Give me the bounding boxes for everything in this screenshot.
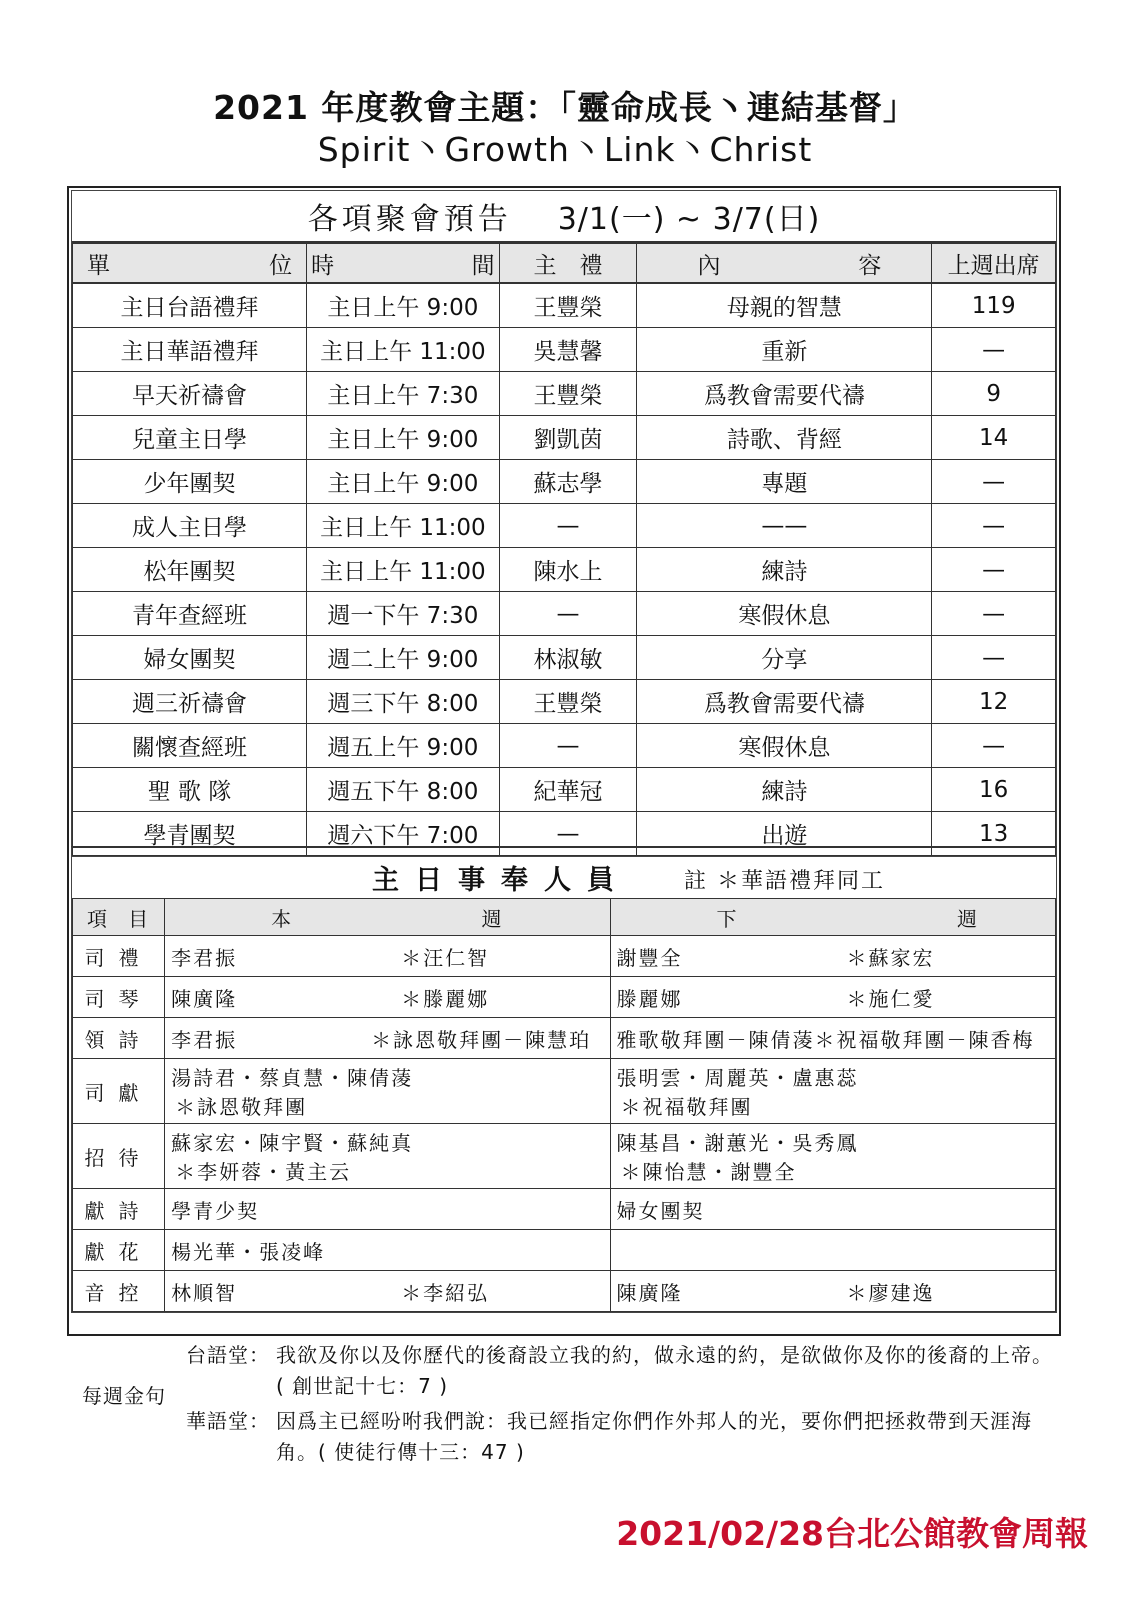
service-row xyxy=(73,1271,1056,1312)
col-unit: 單 位 xyxy=(73,244,307,284)
verse-taiwanese: 台語堂： 我欲及你以及你歷代的後裔設立我的約，做永遠的約，是欲做你及你的後裔的上帝。( 創世記十七：7 ) xyxy=(186,1343,1053,1398)
meeting-time: 主日上午 11:00 xyxy=(307,548,500,592)
service-row xyxy=(73,1189,1056,1230)
service-row xyxy=(73,1018,1056,1059)
meeting-host: — xyxy=(499,812,637,856)
meeting-row xyxy=(73,592,1056,636)
meeting-content: 寒假休息 xyxy=(637,724,932,768)
service-name-primary: 李君振 xyxy=(171,945,238,970)
meeting-content: 爲教會需要代禱 xyxy=(637,680,932,724)
service-title: 主日事奉人員 xyxy=(372,865,630,896)
meeting-host: 王豐榮 xyxy=(499,680,637,724)
service-row xyxy=(73,1230,1056,1271)
meeting-time: 週二上午 9:00 xyxy=(307,636,500,680)
service-name-secondary: ＊祝福敬拜團－陳香梅 xyxy=(814,1027,1035,1052)
meeting-unit: 主日台語禮拜 xyxy=(73,283,307,328)
meeting-attendance: 119 xyxy=(932,283,1056,328)
service-name-primary: 學青少契 xyxy=(171,1198,260,1223)
meeting-row xyxy=(73,636,1056,680)
service-next-week xyxy=(610,1230,1055,1271)
service-name-primary: 楊光華・張凌峰 xyxy=(171,1239,326,1264)
service-item: 司獻 xyxy=(73,1059,165,1124)
meetings-header xyxy=(72,191,1056,243)
meeting-host: — xyxy=(499,724,637,768)
meeting-attendance: — xyxy=(932,724,1056,768)
meeting-time: 主日上午 9:00 xyxy=(307,283,500,328)
meetings-header-row xyxy=(73,244,1056,284)
meeting-host: 王豐榮 xyxy=(499,372,637,416)
verse-label: 每週金句 xyxy=(82,1384,166,1408)
meeting-attendance: — xyxy=(932,460,1056,504)
service-row xyxy=(73,1059,1056,1124)
meeting-row xyxy=(73,768,1056,812)
col-this-week: 本 週 xyxy=(165,899,610,936)
service-next-week xyxy=(610,936,1055,977)
service-item: 領詩 xyxy=(73,1018,165,1059)
meeting-host: 陳水上 xyxy=(499,548,637,592)
service-row xyxy=(73,977,1056,1018)
service-next-week xyxy=(610,1124,1055,1189)
meeting-attendance: 14 xyxy=(932,416,1056,460)
meeting-row xyxy=(73,460,1056,504)
meeting-unit: 少年團契 xyxy=(73,460,307,504)
meeting-time: 主日上午 7:30 xyxy=(307,372,500,416)
service-header xyxy=(72,848,1056,898)
meeting-attendance: 13 xyxy=(932,812,1056,856)
meeting-content: 練詩 xyxy=(637,548,932,592)
meeting-time: 主日上午 9:00 xyxy=(307,416,500,460)
service-name-secondary: ＊陳怡慧・謝豐全 xyxy=(620,1160,797,1184)
meeting-unit: 成人主日學 xyxy=(73,504,307,548)
service-this-week xyxy=(165,1230,610,1271)
service-this-week xyxy=(165,1018,610,1059)
meeting-unit: 主日華語禮拜 xyxy=(73,328,307,372)
service-name-secondary: ＊詠恩敬拜團 xyxy=(175,1095,308,1119)
service-name-primary: 張明雲・周麗英・盧惠蕊 xyxy=(616,1066,859,1090)
meeting-attendance: 9 xyxy=(932,372,1056,416)
meeting-content: 練詩 xyxy=(637,768,932,812)
meeting-content: 分享 xyxy=(637,636,932,680)
service-item: 獻花 xyxy=(73,1230,165,1271)
meeting-time: 主日上午 9:00 xyxy=(307,460,500,504)
meeting-unit: 青年查經班 xyxy=(73,592,307,636)
service-this-week xyxy=(165,1124,610,1189)
service-name-secondary: ＊施仁愛 xyxy=(846,986,935,1011)
meeting-row xyxy=(73,328,1056,372)
service-row xyxy=(73,1124,1056,1189)
meeting-host: 吳慧馨 xyxy=(499,328,637,372)
meeting-unit: 早天祈禱會 xyxy=(73,372,307,416)
service-name-primary: 婦女團契 xyxy=(616,1198,705,1223)
service-name-primary: 湯詩君・蔡貞慧・陳倩蓤 xyxy=(171,1066,414,1090)
meetings-table xyxy=(72,243,1056,856)
service-this-week xyxy=(165,1271,610,1312)
meeting-host: 蘇志學 xyxy=(499,460,637,504)
service-this-week xyxy=(165,936,610,977)
service-header-row xyxy=(73,899,1056,936)
meeting-unit: 關懷查經班 xyxy=(73,724,307,768)
bulletin-footer: 2021/02/28台北公館教會周報 xyxy=(616,1514,1088,1553)
service-next-week xyxy=(610,1059,1055,1124)
service-item: 司琴 xyxy=(73,977,165,1018)
meeting-row xyxy=(73,504,1056,548)
col-host: 主 禮 xyxy=(499,244,637,284)
service-name-primary: 謝豐全 xyxy=(616,945,683,970)
col-item: 項 目 xyxy=(73,899,165,936)
verse-mandarin: 華語堂： 因爲主已經吩咐我們說：我已經指定你們作外邦人的光，要你們把拯救帶到天涯海角。( 使徒行傳十三：47 ) xyxy=(186,1409,1032,1464)
col-time: 時 間 xyxy=(307,244,500,284)
meeting-unit: 婦女團契 xyxy=(73,636,307,680)
meeting-attendance: 12 xyxy=(932,680,1056,724)
service-note: 註 ＊華語禮拜同工 xyxy=(684,869,885,894)
meeting-unit: 松年團契 xyxy=(73,548,307,592)
meeting-content: 出遊 xyxy=(637,812,932,856)
meeting-attendance: — xyxy=(932,636,1056,680)
theme-subtitle: Spirit丶Growth丶Link丶Christ xyxy=(317,130,813,169)
meeting-unit: 聖 歌 隊 xyxy=(73,768,307,812)
service-next-week xyxy=(610,1189,1055,1230)
service-this-week xyxy=(165,1059,610,1124)
meetings-section xyxy=(71,190,1057,857)
service-next-week xyxy=(610,1018,1055,1059)
meeting-unit: 週三祈禱會 xyxy=(73,680,307,724)
meeting-attendance: — xyxy=(932,504,1056,548)
service-name-secondary: ＊詠恩敬拜團－陳慧珀 xyxy=(371,1027,592,1052)
meeting-time: 週六下午 7:00 xyxy=(307,812,500,856)
meetings-date-range: 3/1(一) ~ 3/7(日) xyxy=(557,202,821,237)
service-name-secondary: ＊汪仁智 xyxy=(401,945,490,970)
service-name-secondary: ＊李妍蓉・黃主云 xyxy=(175,1160,352,1184)
meeting-row xyxy=(73,372,1056,416)
meeting-content: 母親的智慧 xyxy=(637,283,932,328)
meeting-time: 主日上午 11:00 xyxy=(307,504,500,548)
service-item: 音控 xyxy=(73,1271,165,1312)
meeting-attendance: — xyxy=(932,548,1056,592)
meeting-row xyxy=(73,283,1056,328)
service-item: 獻詩 xyxy=(73,1189,165,1230)
col-attendance: 上週出席 xyxy=(932,244,1056,284)
meeting-host: 林淑敏 xyxy=(499,636,637,680)
meeting-row xyxy=(73,724,1056,768)
col-content: 內 容 xyxy=(637,244,932,284)
meeting-time: 週五上午 9:00 xyxy=(307,724,500,768)
service-name-primary: 陳廣隆 xyxy=(616,1280,683,1305)
meetings-title: 各項聚會預告 xyxy=(307,202,512,237)
col-next-week: 下 週 xyxy=(610,899,1055,936)
meeting-time: 主日上午 11:00 xyxy=(307,328,500,372)
service-name-secondary: ＊蘇家宏 xyxy=(846,945,935,970)
service-name-secondary: ＊廖建逸 xyxy=(846,1280,935,1305)
meeting-attendance: — xyxy=(932,328,1056,372)
service-next-week xyxy=(610,977,1055,1018)
meeting-content: 爲教會需要代禱 xyxy=(637,372,932,416)
meeting-time: 週五下午 8:00 xyxy=(307,768,500,812)
meeting-row xyxy=(73,548,1056,592)
meeting-host: — xyxy=(499,504,637,548)
service-name-primary: 滕麗娜 xyxy=(616,986,683,1011)
service-this-week xyxy=(165,977,610,1018)
meeting-host: 王豐榮 xyxy=(499,283,637,328)
meeting-content: 專題 xyxy=(637,460,932,504)
meeting-content: 重新 xyxy=(637,328,932,372)
meeting-attendance: 16 xyxy=(932,768,1056,812)
meeting-attendance: — xyxy=(932,592,1056,636)
service-name-primary: 李君振 xyxy=(171,1027,238,1052)
meeting-row xyxy=(73,416,1056,460)
service-name-secondary: ＊祝福敬拜團 xyxy=(620,1095,753,1119)
service-next-week xyxy=(610,1271,1055,1312)
service-section xyxy=(71,846,1057,1313)
service-name-primary: 陳廣隆 xyxy=(171,986,238,1011)
meeting-time: 週三下午 8:00 xyxy=(307,680,500,724)
theme-title: 2021 年度教會主題：「靈命成長丶連結基督」 xyxy=(213,88,917,127)
meeting-content: 詩歌、背經 xyxy=(637,416,932,460)
meeting-unit: 學青團契 xyxy=(73,812,307,856)
meeting-unit: 兒童主日學 xyxy=(73,416,307,460)
service-item: 司禮 xyxy=(73,936,165,977)
meeting-row xyxy=(73,680,1056,724)
service-name-primary: 蘇家宏・陳宇賢・蘇純真 xyxy=(171,1131,414,1155)
service-table xyxy=(72,898,1056,1312)
service-name-primary: 林順智 xyxy=(171,1280,238,1305)
service-row xyxy=(73,936,1056,977)
service-item: 招待 xyxy=(73,1124,165,1189)
service-name-secondary: ＊李紹弘 xyxy=(401,1280,490,1305)
service-name-primary: 雅歌敬拜團－陳倩蓤 xyxy=(616,1027,815,1052)
meeting-time: 週一下午 7:30 xyxy=(307,592,500,636)
meeting-content: —— xyxy=(637,504,932,548)
meeting-host: 紀華冠 xyxy=(499,768,637,812)
service-name-secondary: ＊滕麗娜 xyxy=(401,986,490,1011)
meeting-content: 寒假休息 xyxy=(637,592,932,636)
meeting-host: 劉凱茵 xyxy=(499,416,637,460)
service-name-primary: 陳基昌・謝蕙光・吳秀鳳 xyxy=(616,1131,859,1155)
service-this-week xyxy=(165,1189,610,1230)
meeting-host: — xyxy=(499,592,637,636)
